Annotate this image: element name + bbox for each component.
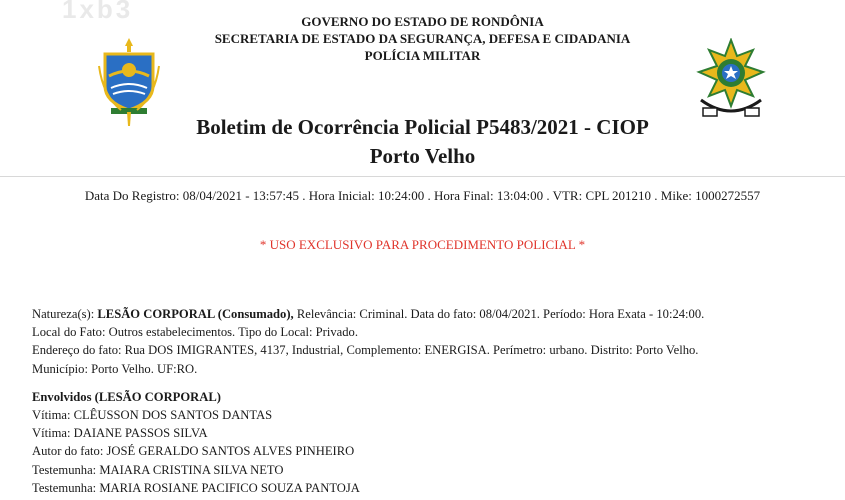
- involved-item: Vítima: CLÊUSSON DOS SANTOS DANTAS: [32, 408, 273, 423]
- registration-details: Data Do Registro: 08/04/2021 - 13:57:45 . Hora Inicial: 10:24:00 . Hora Final: 13:04:00 . VTR: CPL 201210 . Mike: 1000272557: [84, 188, 761, 203]
- municipality-line: Município: Porto Velho. UF:RO.: [32, 361, 198, 376]
- nature-line: [32, 305, 832, 323]
- header-state-line: GOVERNO DO ESTADO DE RONDÔNIA: [301, 14, 544, 29]
- header-police-line: POLÍCIA MILITAR: [364, 48, 481, 63]
- involved-item: Autor do fato: JOSÉ GERALDO SANTOS ALVES PINHEIRO: [32, 444, 355, 459]
- report-title: [0, 113, 845, 171]
- location-line: Local do Fato: Outros estabelecimentos. Tipo do Local: Privado.: [32, 325, 358, 340]
- header-secretariat-line: SECRETARIA DE ESTADO DA SEGURANÇA, DEFESA E CIDADANIA: [214, 31, 631, 46]
- policia-militar-badge-icon: [695, 38, 767, 124]
- police-use-only-notice: * USO EXCLUSIVO PARA PROCEDIMENTO POLICIAL *: [259, 237, 586, 252]
- occurrence-details: [32, 305, 832, 497]
- involved-heading: Envolvidos (LESÃO CORPORAL): [32, 389, 221, 404]
- report-title-city: Porto Velho: [369, 144, 476, 168]
- nature-details: Relevância: Criminal. Data do fato: 08/04/2021. Período: Hora Exata - 10:24:00.: [296, 307, 705, 321]
- report-title-number: Boletim de Ocorrência Policial P5483/2021 - CIOP: [196, 115, 649, 139]
- nature-value: LESÃO CORPORAL (Consumado),: [97, 307, 294, 321]
- involved-item: Testemunha: MARIA ROSIANE PACIFICO SOUZA PANTOJA: [32, 480, 360, 495]
- background-watermark: 1xb3: [62, 0, 134, 24]
- address-line: Endereço do fato: Rua DOS IMIGRANTES, 4137, Industrial, Complemento: ENERGISA. Perímetro: urbano. Distrito: Porto Velho.: [32, 343, 699, 358]
- nature-label: Natureza(s):: [32, 307, 95, 321]
- involved-item: Testemunha: MAIARA CRISTINA SILVA NETO: [32, 462, 284, 477]
- involved-item: Vítima: DAIANE PASSOS SILVA: [32, 426, 208, 441]
- section-divider: [0, 176, 845, 177]
